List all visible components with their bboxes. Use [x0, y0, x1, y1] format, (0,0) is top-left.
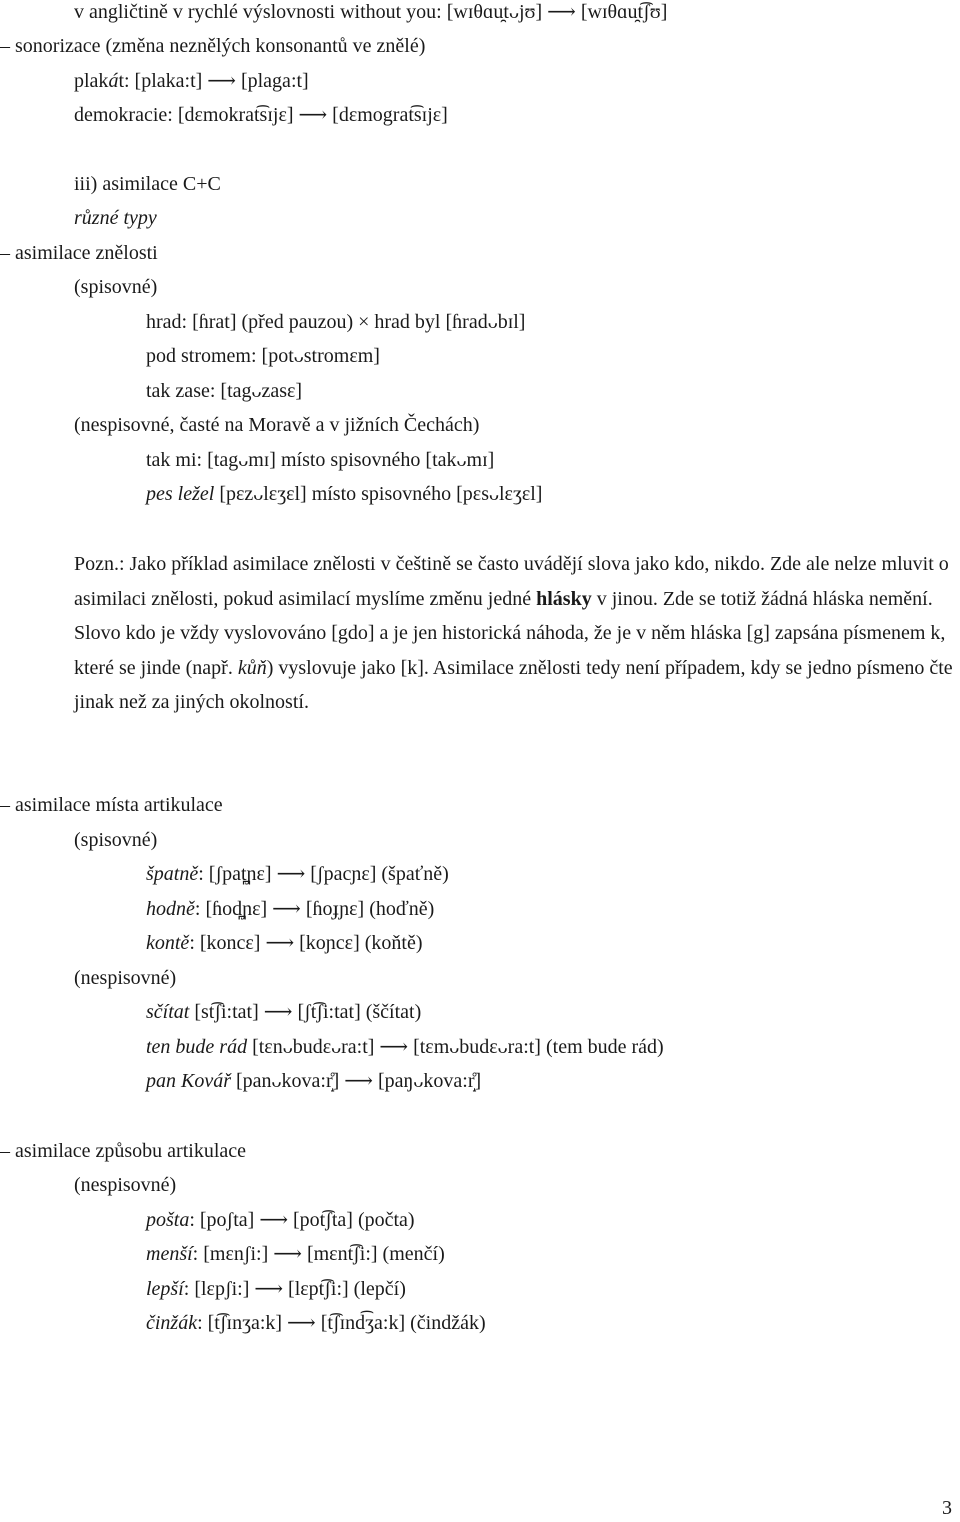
pes-lezel-italic: pes ležel: [146, 483, 215, 505]
example-mensi: [146, 1242, 445, 1266]
note-part3: ) vyslovuje jako [k]. Asimilace znělosti tedy není případem, kdy se jedno písmeno čte jinak než za jiných okolností.: [74, 656, 953, 713]
example-tak-zase: tak zase: [tagᴗzasɛ]: [146, 380, 303, 402]
example-posta: [146, 1208, 415, 1232]
note-bold-hlasky: hlásky: [536, 587, 592, 610]
posta-rest: : [poʃta] ⟶ [pot͡ʃta] (počta): [189, 1209, 415, 1231]
heading-sonorizace: – sonorizace (změna neznělých konsonantů ve znělé): [0, 35, 426, 57]
posta-italic: pošta: [146, 1209, 190, 1231]
ruzne-typy-text: různé typy: [74, 207, 157, 229]
heading-asimilace-znelosti: – asimilace znělosti: [0, 242, 158, 264]
example-hrad: hrad: [ɦrat] (před pauzou) × hrad byl [ɦradᴗbɪl]: [146, 311, 526, 333]
label-nespisovne-2: (nespisovné): [74, 967, 177, 989]
scitat-italic: sčítat: [146, 1001, 190, 1023]
scitat-rest: [st͡ʃi:tat] ⟶ [ʃt͡ʃi:tat] (ščítat): [189, 1001, 422, 1023]
example-tak-mi: tak mi: [tagᴗmɪ] místo spisovného [takᴗmɪ]: [146, 449, 495, 471]
example-plakat: [74, 69, 309, 93]
example-spatne: [146, 862, 449, 886]
cinzak-italic: činžák: [146, 1312, 198, 1334]
label-spisovne: (spisovné): [74, 276, 158, 298]
mensi-italic: menší: [146, 1243, 193, 1265]
label-nespisovne-morava: (nespisovné, časté na Moravě a v jižních Čechách): [74, 414, 480, 436]
example-pes-lezel: [146, 482, 542, 506]
example-pan-kovar: [146, 1069, 481, 1093]
ten-bude-rad-rest: [tɛnᴗbudɛᴗra:t] ⟶ [tɛmᴗbudɛᴗra:t] (tem bude rád): [247, 1036, 664, 1058]
spatne-rest: : [ʃpat̪ɲɛ] ⟶ [ʃpacɲɛ] (špaťně): [198, 863, 449, 885]
pan-kovar-rest: [panᴗkova:r̝̊] ⟶ [paŋᴗkova:r̝̊]: [231, 1070, 482, 1092]
spatne-italic: špatně: [146, 863, 199, 885]
section-heading-asimilace-cc: iii) asimilace C+C: [74, 173, 221, 195]
label-nespisovne-3: (nespisovné): [74, 1174, 177, 1196]
pan-kovar-italic: pan Kovář: [146, 1070, 231, 1092]
mensi-rest: : [mɛnʃi:] ⟶ [mɛnt͡ʃi:] (menčí): [192, 1243, 445, 1265]
konte-rest: : [koncɛ] ⟶ [koɲcɛ] (koňtě): [189, 932, 423, 954]
note-part2: v jinou. Zde se totiž žádná hláska nemění. Slovo kdo je vždy vyslovováno [gdo] a je jen historická náhoda, že je v něm hláska [g] zapsána písmenem k, které se jinde (např.: [74, 587, 946, 679]
lepsi-italic: lepší: [146, 1278, 184, 1300]
hodne-rest: : [ɦod̪ɲɛ] ⟶ [ɦoɟɲɛ] (hoďně): [194, 898, 435, 920]
hodne-italic: hodně: [146, 898, 195, 920]
label-spisovne-2: (spisovné): [74, 829, 158, 851]
example-plakat-italic: á: [108, 70, 119, 92]
example-konte: [146, 931, 423, 955]
example-pod-stromem: pod stromem: [potᴗstromɛm]: [146, 345, 380, 367]
example-scitat: [146, 1000, 421, 1024]
example-ten-bude-rad: [146, 1035, 664, 1059]
example-plakat-part1: plak: [74, 70, 109, 92]
ten-bude-rad-italic: ten bude rád: [146, 1036, 248, 1058]
heading-asimilace-mista: – asimilace místa artikulace: [0, 794, 223, 816]
example-hodne: [146, 897, 434, 921]
subheading-ruzne-typy: [74, 206, 157, 230]
example-plakat-part2: t: [plaka:t] ⟶ [plaga:t]: [118, 70, 309, 92]
example-demokracie: demokracie: [dɛmokrat͡sɪjɛ] ⟶ [dɛmograt͡sɪjɛ]: [74, 104, 448, 126]
cinzak-rest: : [t͡ʃɪnʒa:k] ⟶ [t͡ʃɪnd͡ʒa:k] (čindžák): [197, 1312, 486, 1334]
heading-asimilace-zpusobu: – asimilace způsobu artikulace: [0, 1140, 247, 1162]
text-line-english-example: v angličtině v rychlé výslovnosti without you: [wɪθɑu̯tᴗjʊ] ⟶ [wɪθɑu̯t͡ʃʊ]: [74, 1, 668, 23]
example-cinzak: [146, 1311, 486, 1335]
note-part1: Pozn.: Jako příklad asimilace znělosti v češtině se často uvádějí slova jako kdo, nikdo. Zde ale nelze mluvit o asimilaci znělosti, pokud asimilací myslíme změnu jedné: [74, 553, 949, 610]
pes-lezel-rest: [pɛzᴗlɛʒɛl] místo spisovného [pɛsᴗlɛʒɛl]: [214, 483, 543, 505]
lepsi-rest: : [lɛpʃi:] ⟶ [lɛpt͡ʃi:] (lepčí): [183, 1278, 406, 1300]
note-italic-kun: kůň: [237, 656, 267, 679]
konte-italic: kontě: [146, 932, 190, 954]
example-lepsi: [146, 1277, 406, 1301]
page-number: 3: [942, 1497, 952, 1519]
note-paragraph: [74, 547, 954, 720]
